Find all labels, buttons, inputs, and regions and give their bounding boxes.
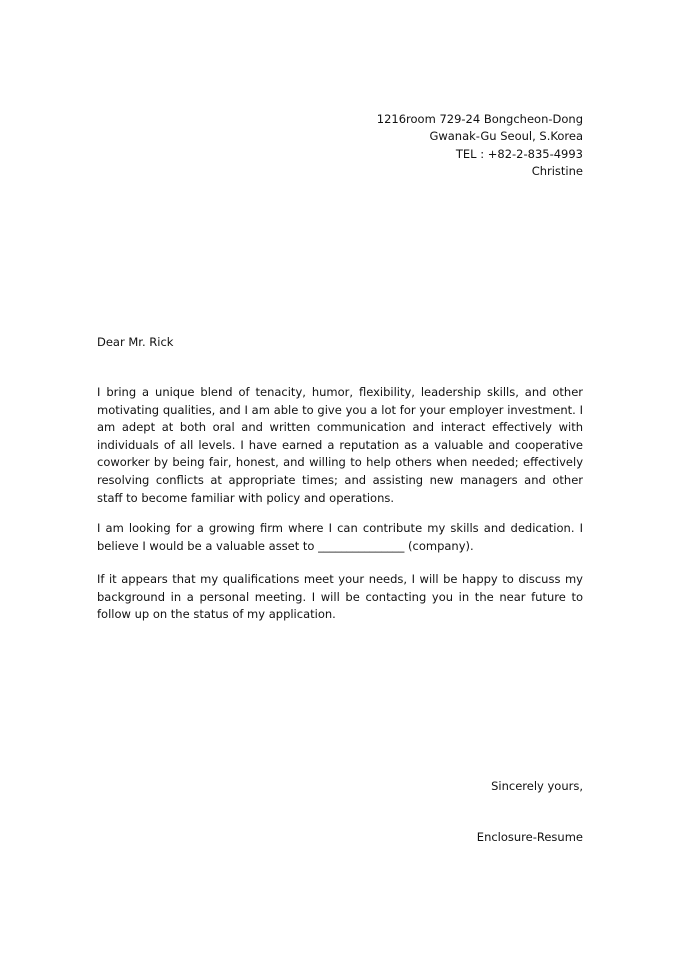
sender-address-line-1: 1216room 729-24 Bongcheon-Dong [376, 112, 583, 126]
sender-name: Christine [531, 164, 583, 179]
closing: Sincerely yours, [491, 779, 583, 793]
sender-telephone: TEL : +82-2-835-4993 [455, 146, 583, 161]
body-paragraph-3: If it appears that my qualifications meet your needs, I will be happy to discuss my background in a personal meeting. I will be contacting you in the near future to follow up on the status of my application. [97, 572, 583, 622]
enclosure-note: Enclosure-Resume [476, 830, 583, 844]
sender-block [377, 111, 583, 181]
body-paragraph-1: I bring a unique blend of tenacity, humor, flexibility, leadership skills, and other motivating qualities, and I am able to give you a lot for your employer investment. I am adept at both oral and written communication and interact effectively with individuals of all levels. I have earned a reputation as a valuable and cooperative coworker by being fair, honest, and willing to help others when needed; effectively resolving conflicts at appropriate times; and assisting new managers and other staff to become familiar with policy and operations. [97, 385, 583, 505]
body-paragraph-2: I am looking for a growing firm where I can contribute my skills and dedication. I believe I would be a valuable asset to _______________ (company). [97, 521, 583, 553]
sender-address-line-2: Gwanak-Gu Seoul, S.Korea [429, 129, 583, 144]
salutation: Dear Mr. Rick [97, 335, 174, 349]
